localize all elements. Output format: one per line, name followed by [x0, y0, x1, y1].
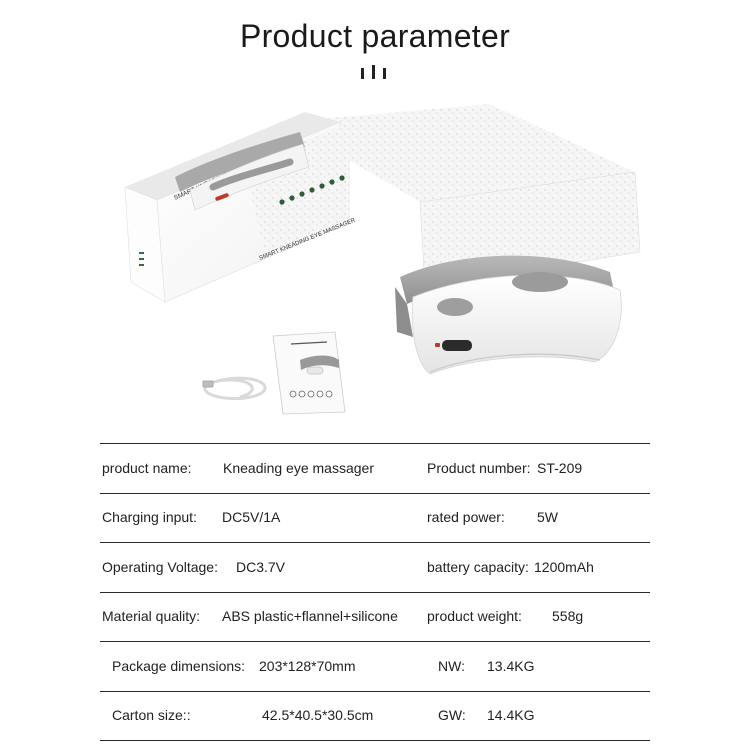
spec-value: 203*128*70mm: [259, 657, 356, 674]
spec-value: ST-209: [537, 459, 583, 476]
spec-row: [100, 691, 650, 741]
page-title: Product parameter: [239, 18, 511, 54]
spec-value: ABS plastic+flannel+silicone: [222, 608, 398, 625]
spec-label: rated power:: [427, 509, 505, 526]
title-tick-marks: [360, 64, 390, 80]
spec-label: Product number:: [427, 459, 531, 476]
spec-label: Charging input:: [102, 509, 197, 526]
spec-row: [100, 443, 650, 493]
spec-value: 5W: [537, 509, 558, 526]
spec-row: [100, 592, 650, 642]
spec-label: Package dimensions:: [112, 657, 246, 674]
spec-label: battery capacity:: [427, 558, 529, 575]
spec-label: Carton size::: [112, 707, 191, 724]
box-side-text: SMART KNEADING EYE MASSAGER: [258, 217, 357, 262]
spec-value: DC3.7V: [236, 558, 286, 575]
spec-value: 13.4KG: [487, 657, 535, 674]
spec-label: NW:: [438, 657, 465, 674]
box-brand-text: SMART: [172, 186, 197, 202]
product-photo: [95, 92, 655, 442]
spec-label: product weight:: [427, 608, 522, 625]
spec-value: 1200mAh: [534, 558, 594, 575]
spec-value: DC5V/1A: [222, 509, 281, 526]
spec-value: 14.4KG: [487, 707, 535, 724]
spec-row: [100, 493, 650, 543]
spec-table: [100, 443, 650, 740]
spec-label: Operating Voltage:: [102, 558, 218, 575]
spec-value: 42.5*40.5*30.5cm: [262, 707, 374, 724]
user-manual: [273, 332, 345, 414]
spec-value: Kneading eye massager: [223, 459, 374, 476]
spec-row: [100, 641, 650, 691]
usb-charging-cable: [203, 378, 265, 398]
spec-row: [100, 542, 650, 592]
spec-label: Material quality:: [102, 608, 201, 625]
spec-label: product name:: [102, 459, 192, 476]
spec-value: 558g: [552, 608, 584, 625]
box-lid: [125, 112, 357, 302]
eye-massager-device: [395, 256, 621, 374]
spec-label: GW:: [438, 707, 466, 724]
